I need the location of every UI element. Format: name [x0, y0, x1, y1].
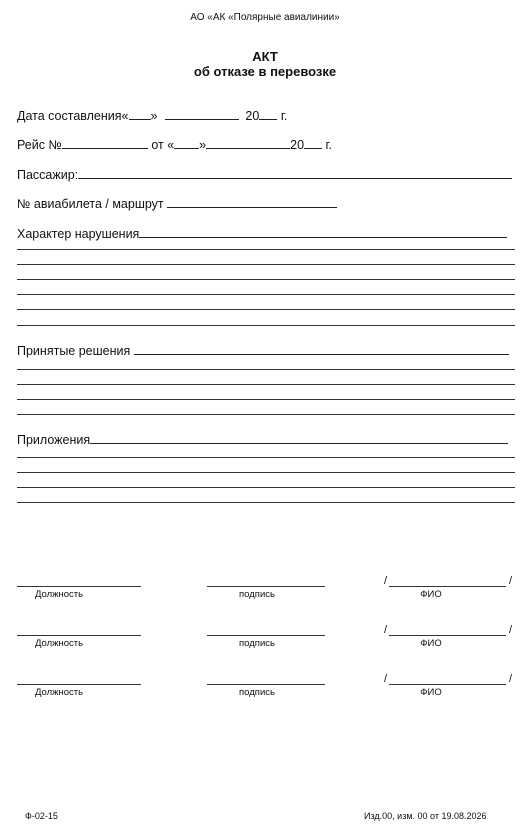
ticket-label: № авиабилета / маршрут	[17, 197, 164, 211]
signature-caption: подпись	[239, 589, 275, 600]
flight-year-prefix: 20	[290, 138, 305, 152]
attachments-row	[17, 432, 508, 447]
position-caption: Должность	[34, 589, 84, 600]
position-caption: Должность	[34, 687, 84, 698]
violation-line[interactable]	[17, 309, 515, 310]
violation-line[interactable]	[17, 264, 515, 265]
position-line[interactable]	[17, 684, 141, 685]
decisions-line[interactable]	[17, 384, 515, 385]
flight-year-suffix: г.	[325, 138, 333, 152]
violation-line[interactable]	[17, 279, 515, 280]
signature-caption: подпись	[239, 687, 275, 698]
edition-info: Изд.00, изм. 00 от 19.08.2026	[364, 811, 487, 821]
attachments-line[interactable]	[17, 487, 515, 488]
passenger-row	[17, 167, 512, 182]
violation-row	[17, 226, 507, 241]
violation-label: Характер нарушения	[17, 227, 140, 241]
document-subtitle: об отказе в перевозке	[193, 64, 337, 79]
attachments-line[interactable]	[17, 457, 515, 458]
passenger-blank[interactable]	[78, 167, 512, 179]
flight-row	[17, 137, 332, 152]
attachments-first-blank[interactable]	[90, 432, 508, 444]
date-row	[17, 108, 287, 123]
form-code: Ф-02-15	[25, 811, 58, 821]
flight-month-blank[interactable]	[206, 137, 290, 149]
position-caption: Должность	[34, 638, 84, 649]
name-caption: ФИО	[420, 638, 442, 649]
decisions-first-blank[interactable]	[134, 343, 509, 355]
day-blank[interactable]	[129, 108, 151, 120]
year-prefix: 20	[245, 109, 260, 123]
document-title: АКТ	[252, 49, 278, 64]
company-name: АО «АК «Полярные авиалинии»	[190, 12, 340, 23]
name-close-slash: /	[509, 575, 513, 587]
decisions-line[interactable]	[17, 414, 515, 415]
flight-year-blank[interactable]	[304, 137, 322, 149]
name-line[interactable]	[389, 635, 506, 636]
name-close-slash: /	[509, 673, 513, 685]
month-blank[interactable]	[165, 108, 239, 120]
attachments-line[interactable]	[17, 472, 515, 473]
signature-line[interactable]	[207, 586, 325, 587]
passenger-label: Пассажир:	[17, 168, 79, 182]
name-caption: ФИО	[420, 687, 442, 698]
year-blank[interactable]	[259, 108, 277, 120]
year-suffix: г.	[280, 109, 288, 123]
flight-day-blank[interactable]	[174, 137, 199, 149]
flight-from-label: от «	[151, 138, 175, 152]
attachments-line[interactable]	[17, 502, 515, 503]
ticket-row	[17, 196, 337, 211]
flight-label: Рейс №	[17, 138, 62, 152]
name-close-slash: /	[509, 624, 513, 636]
decisions-line[interactable]	[17, 369, 515, 370]
flight-close-quote: »	[199, 138, 207, 152]
violation-line[interactable]	[17, 294, 515, 295]
name-open-slash: /	[384, 673, 388, 685]
violation-first-blank[interactable]	[139, 226, 507, 238]
position-line[interactable]	[17, 586, 141, 587]
decisions-line[interactable]	[17, 399, 515, 400]
violation-line[interactable]	[17, 325, 515, 326]
date-close-quote: »	[150, 109, 158, 123]
signature-line[interactable]	[207, 635, 325, 636]
decisions-label: Принятые решения	[17, 344, 131, 358]
signature-caption: подпись	[239, 638, 275, 649]
name-open-slash: /	[384, 624, 388, 636]
signature-line[interactable]	[207, 684, 325, 685]
flight-number-blank[interactable]	[62, 137, 148, 149]
name-line[interactable]	[389, 586, 506, 587]
date-label: Дата составления«	[17, 109, 129, 123]
name-open-slash: /	[384, 575, 388, 587]
violation-line[interactable]	[17, 249, 515, 250]
position-line[interactable]	[17, 635, 141, 636]
decisions-row	[17, 343, 509, 358]
name-caption: ФИО	[420, 589, 442, 600]
attachments-label: Приложения	[17, 433, 91, 447]
name-line[interactable]	[389, 684, 506, 685]
ticket-blank[interactable]	[167, 196, 337, 208]
